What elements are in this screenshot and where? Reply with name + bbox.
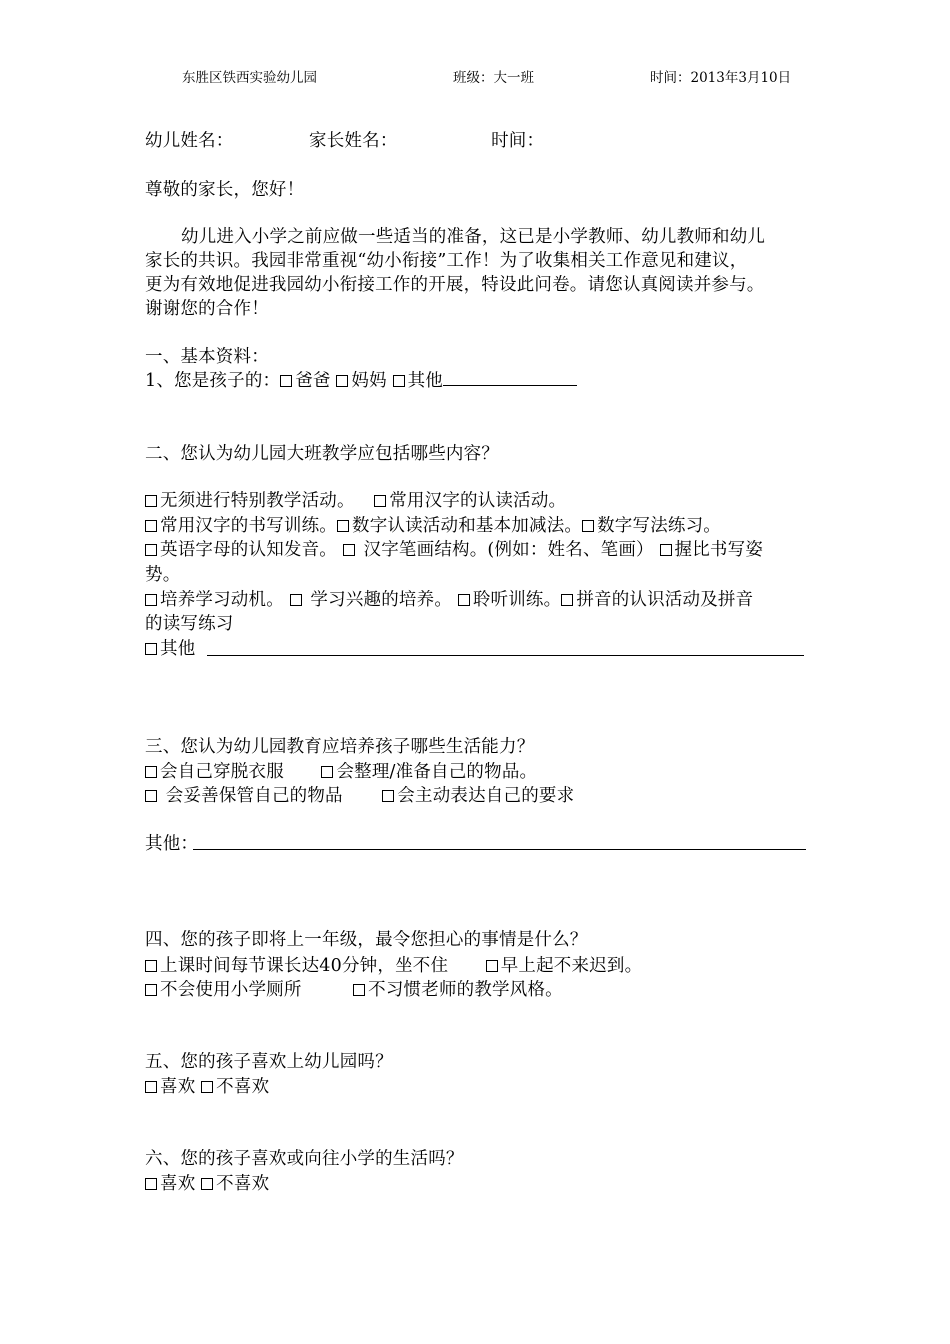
s3-other-label: 其他： bbox=[145, 834, 199, 854]
header-class: 班级：大一班 bbox=[453, 70, 534, 86]
checkbox-s5-dislike[interactable] bbox=[201, 1081, 213, 1093]
checkbox-s2-12[interactable] bbox=[561, 594, 573, 606]
s2-opt-12: 拼音的认识活动及拼音 bbox=[576, 590, 754, 610]
s3-opt-3: 会妥善保管自己的物品 bbox=[160, 786, 343, 806]
q1-prefix: 1、您是孩子的： bbox=[145, 371, 281, 391]
s2-opt-3: 常用汉字的书写训练。 bbox=[160, 516, 337, 536]
s3-opt-4: 会主动表达自己的要求 bbox=[397, 786, 575, 806]
checkbox-s4-1[interactable] bbox=[145, 960, 157, 972]
checkbox-s5-like[interactable] bbox=[145, 1081, 157, 1093]
s2-other-blank[interactable] bbox=[207, 655, 804, 656]
section-2-title: 二、您认为幼儿园大班教学应包括哪些内容？ bbox=[145, 444, 499, 464]
s2-row-1 bbox=[145, 487, 566, 512]
checkbox-s2-3[interactable] bbox=[145, 520, 157, 532]
s2-row-3 bbox=[145, 536, 763, 561]
s4-opt-3: 不会使用小学厕所 bbox=[160, 980, 302, 1000]
checkbox-s2-2[interactable] bbox=[374, 495, 386, 507]
checkbox-s4-3[interactable] bbox=[145, 984, 157, 996]
intro-line-1: 幼儿进入小学之前应做一些适当的准备，这已是小学教师、幼儿教师和幼儿 bbox=[181, 227, 766, 247]
s2-opt-1: 无须进行特别教学活动。 bbox=[160, 491, 355, 511]
s3-other-blank[interactable] bbox=[193, 849, 806, 850]
s4-opt-4: 不习惯老师的教学风格。 bbox=[368, 980, 563, 1000]
s2-opt-5: 数字写法练习。 bbox=[597, 516, 722, 536]
checkbox-s3-4[interactable] bbox=[382, 790, 394, 802]
s2-opt-9: 培养学习动机。 bbox=[160, 590, 284, 610]
checkbox-s2-4[interactable] bbox=[337, 520, 349, 532]
header-school: 东胜区铁西实验幼儿园 bbox=[182, 70, 317, 86]
checkbox-s4-4[interactable] bbox=[353, 984, 365, 996]
checkbox-s3-3[interactable] bbox=[145, 790, 157, 802]
s2-other-row bbox=[145, 635, 195, 660]
s3-opt-1: 会自己穿脱衣服 bbox=[160, 762, 284, 782]
checkbox-s2-6[interactable] bbox=[145, 544, 157, 556]
s2-opt-8: 握比书写姿 bbox=[674, 540, 764, 560]
s2-other-label: 其他 bbox=[160, 639, 196, 659]
section-4-title: 四、您的孩子即将上一年级，最令您担心的事情是什么？ bbox=[145, 930, 588, 950]
intro-line-3: 更为有效地促进我园幼小衔接工作的开展，特设此问卷。请您认真阅读并参与。 bbox=[145, 275, 765, 295]
intro-line-4: 谢谢您的合作！ bbox=[145, 299, 269, 319]
section-1-q1 bbox=[145, 367, 577, 392]
s6-row bbox=[145, 1170, 269, 1195]
s2-row-2 bbox=[145, 512, 721, 537]
greeting: 尊敬的家长，您好！ bbox=[145, 180, 305, 200]
section-5-title: 五、您的孩子喜欢上幼儿园吗？ bbox=[145, 1052, 393, 1072]
checkbox-s2-7[interactable] bbox=[343, 544, 355, 556]
s2-opt-7: 汉字笔画结构。(例如：姓名、笔画） bbox=[357, 540, 654, 560]
s5-opt-like: 喜欢 bbox=[160, 1077, 196, 1097]
checkbox-s2-8[interactable] bbox=[660, 544, 672, 556]
checkbox-s2-1[interactable] bbox=[145, 495, 157, 507]
s2-row-4 bbox=[145, 586, 753, 611]
checkbox-mom[interactable] bbox=[336, 375, 348, 387]
option-other: 其他 bbox=[407, 371, 443, 391]
s5-opt-dislike: 不喜欢 bbox=[216, 1077, 270, 1097]
section-6-title: 六、您的孩子喜欢或向往小学的生活吗？ bbox=[145, 1149, 464, 1169]
time-label: 时间： bbox=[491, 131, 545, 151]
section-1-title: 一、基本资料： bbox=[145, 347, 269, 367]
checkbox-other[interactable] bbox=[393, 375, 405, 387]
child-name-label: 幼儿姓名： bbox=[145, 131, 234, 151]
s2-opt-12-cont: 的读写练习 bbox=[145, 614, 234, 634]
s4-opt-2: 早上起不来迟到。 bbox=[500, 956, 643, 976]
s6-opt-dislike: 不喜欢 bbox=[216, 1174, 270, 1194]
s3-row-1 bbox=[145, 758, 537, 783]
option-mom: 妈妈 bbox=[351, 371, 387, 391]
checkbox-s3-2[interactable] bbox=[321, 766, 333, 778]
s3-opt-2: 会整理/准备自己的物品。 bbox=[336, 762, 538, 782]
checkbox-s4-2[interactable] bbox=[486, 960, 498, 972]
checkbox-s3-1[interactable] bbox=[145, 766, 157, 778]
s3-row-2 bbox=[145, 782, 574, 807]
parent-name-label: 家长姓名： bbox=[309, 131, 398, 151]
s2-opt-10: 学习兴趣的培养。 bbox=[304, 590, 453, 610]
s4-row-2 bbox=[145, 976, 563, 1001]
s2-opt-8-cont: 势。 bbox=[145, 565, 181, 585]
checkbox-s6-like[interactable] bbox=[145, 1178, 157, 1190]
s2-opt-4: 数字认读活动和基本加减法。 bbox=[352, 516, 583, 536]
info-line bbox=[145, 127, 544, 152]
section-3-title: 三、您认为幼儿园教育应培养孩子哪些生活能力？ bbox=[145, 737, 535, 757]
checkbox-s2-10[interactable] bbox=[290, 594, 302, 606]
intro-line-2: 家长的共识。我园非常重视“幼小衔接”工作！为了收集相关工作意见和建议， bbox=[145, 251, 748, 271]
s5-row bbox=[145, 1073, 269, 1098]
s2-opt-2: 常用汉字的认读活动。 bbox=[389, 491, 567, 511]
checkbox-s2-other[interactable] bbox=[145, 643, 157, 655]
checkbox-dad[interactable] bbox=[280, 375, 292, 387]
checkbox-s6-dislike[interactable] bbox=[201, 1178, 213, 1190]
checkbox-s2-5[interactable] bbox=[582, 520, 594, 532]
option-dad: 爸爸 bbox=[295, 371, 331, 391]
checkbox-s2-11[interactable] bbox=[458, 594, 470, 606]
s6-opt-like: 喜欢 bbox=[160, 1174, 196, 1194]
s2-opt-11: 聆听训练。 bbox=[472, 590, 562, 610]
other-blank[interactable] bbox=[443, 371, 577, 386]
s4-row-1 bbox=[145, 952, 642, 977]
checkbox-s2-9[interactable] bbox=[145, 594, 157, 606]
header-date: 时间：2013年3月10日 bbox=[650, 70, 792, 86]
s4-opt-1: 上课时间每节课长达40分钟，坐不住 bbox=[160, 956, 449, 976]
s2-opt-6: 英语字母的认知发音。 bbox=[160, 540, 337, 560]
